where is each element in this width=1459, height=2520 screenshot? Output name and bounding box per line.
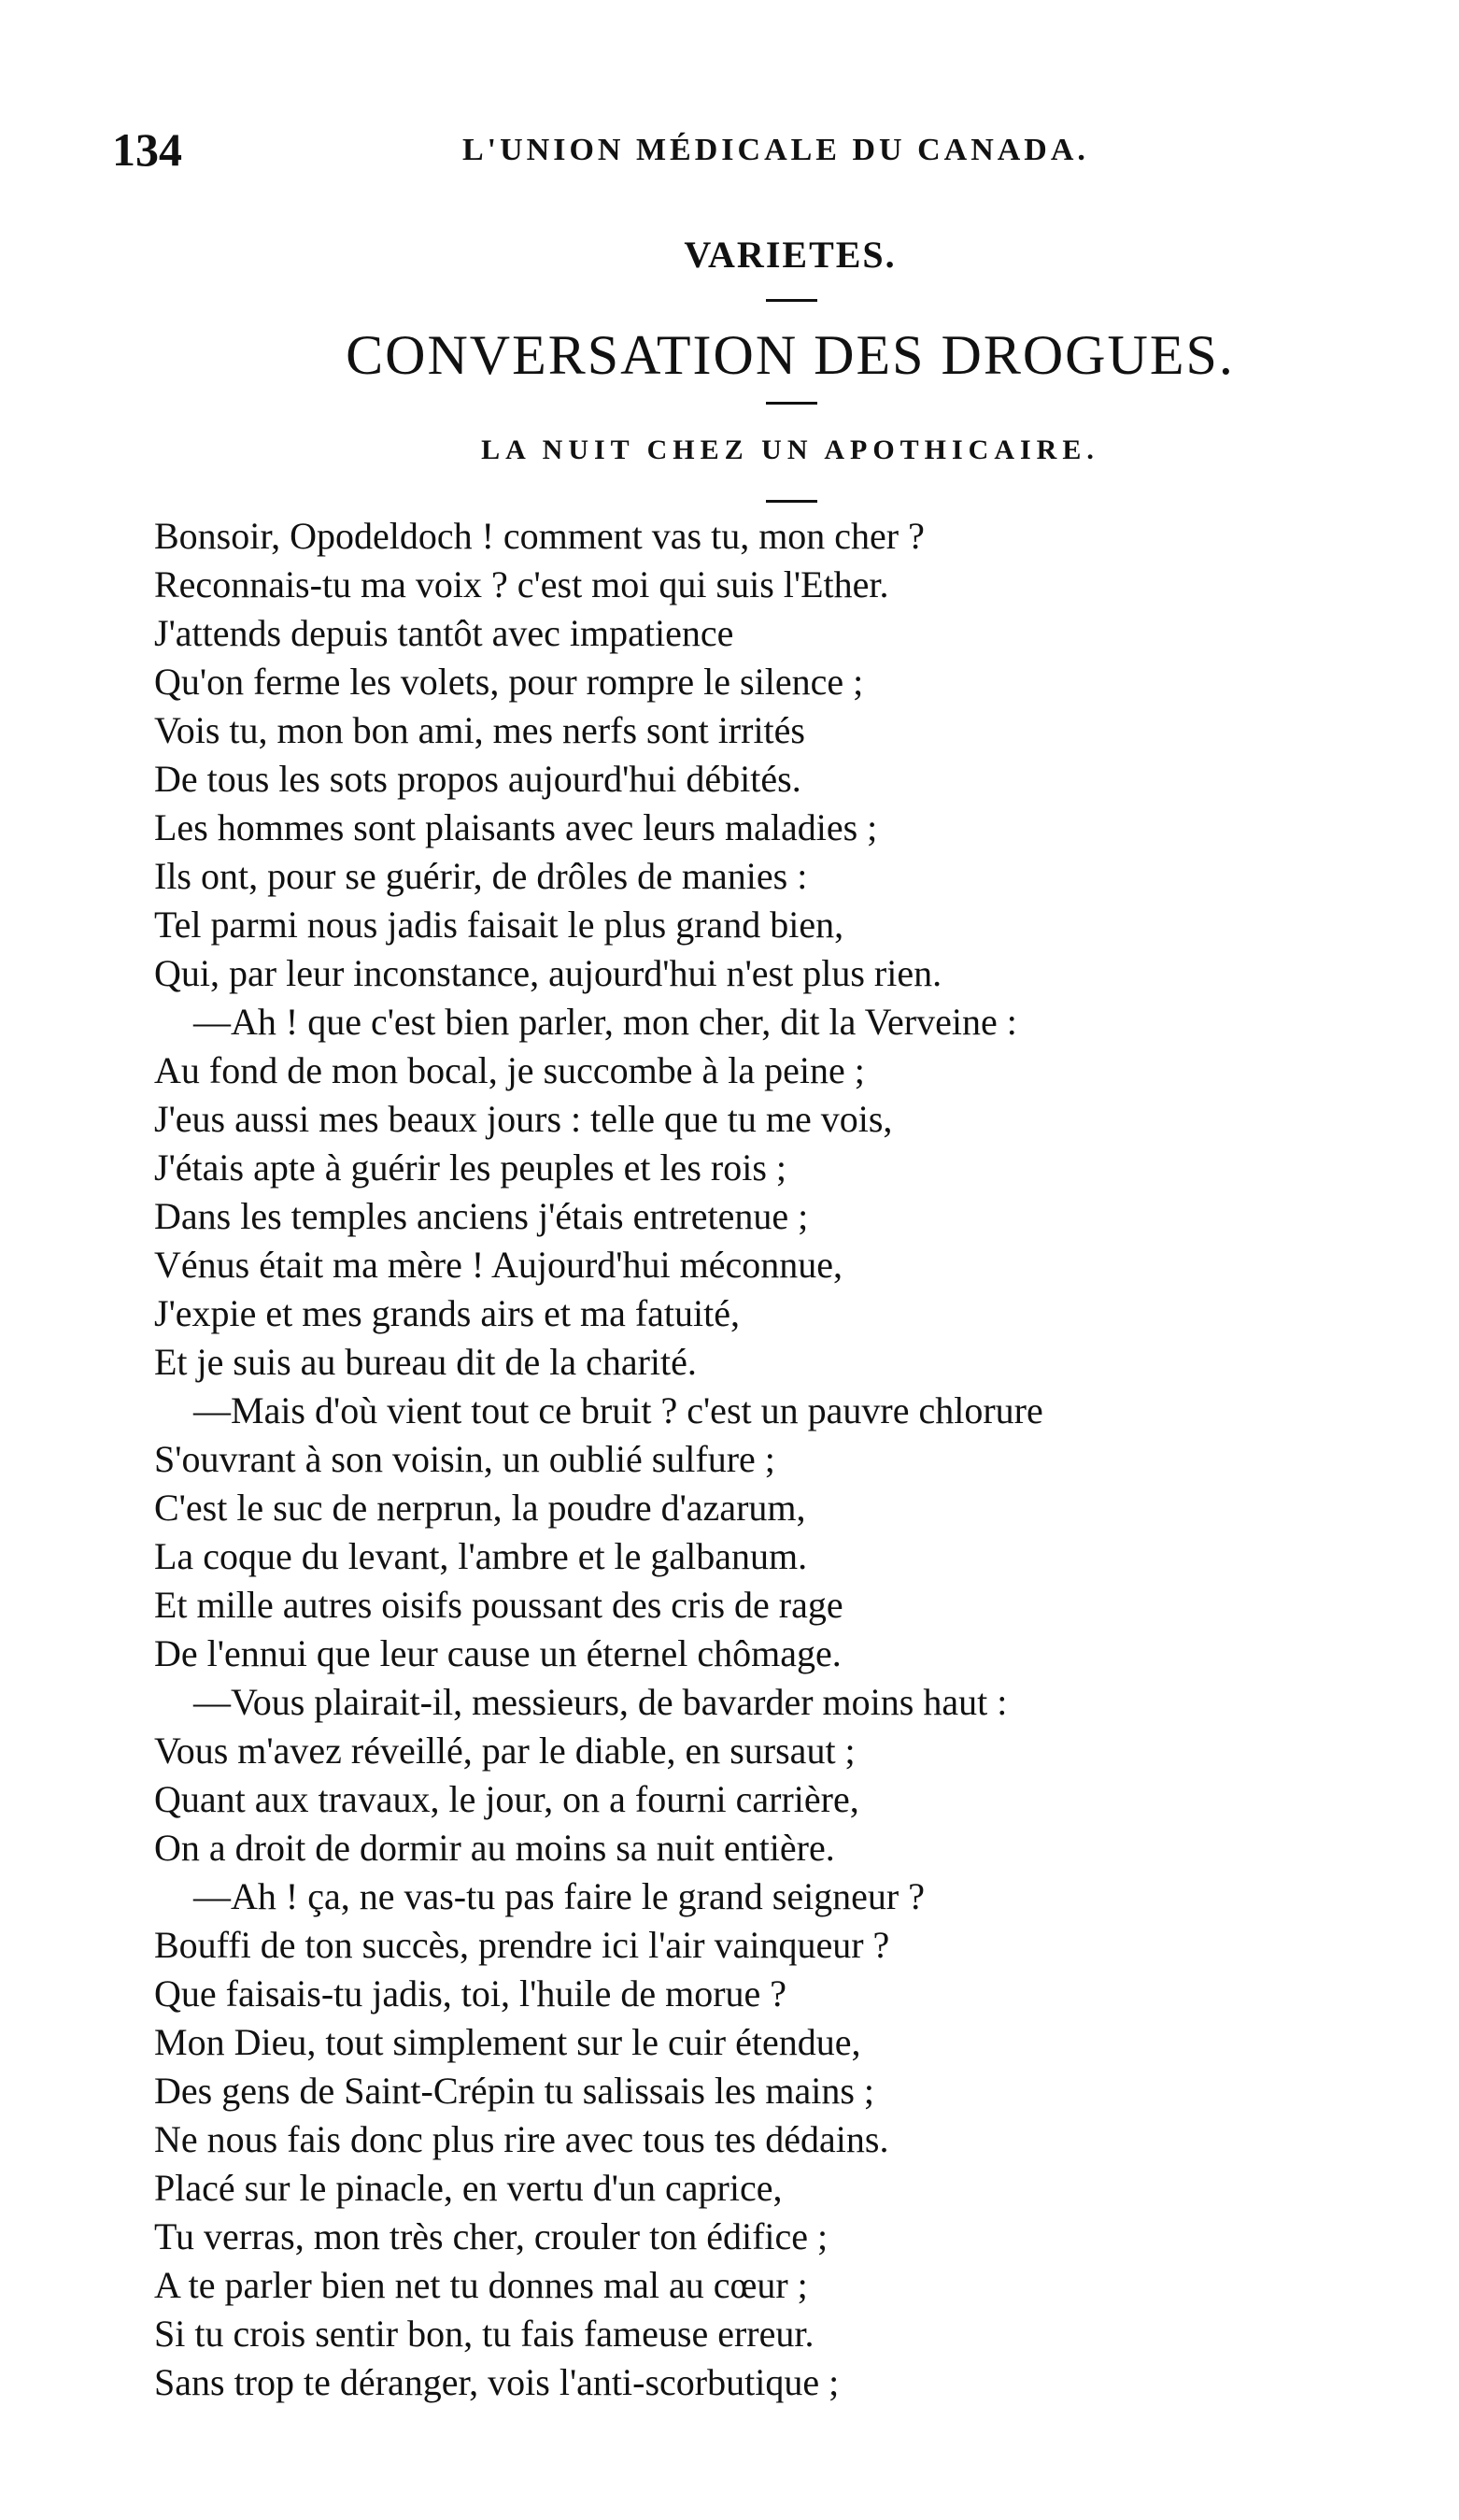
divider-rule <box>766 402 817 405</box>
poem-line: De l'ennui que leur cause un éternel chômage. <box>154 1632 842 1674</box>
poem-line: —Ah ! que c'est bien parler, mon cher, dit la Verveine : <box>193 1001 1017 1043</box>
poem-line: S'ouvrant à son voisin, un oublié sulfure ; <box>154 1438 775 1480</box>
journal-title: L'UNION MÉDICALE DU CANADA. <box>462 133 1089 167</box>
poem-line: Ils ont, pour se guérir, de drôles de manies : <box>154 855 808 897</box>
poem-line: A te parler bien net tu donnes mal au cœur ; <box>154 2264 808 2306</box>
poem-line: Dans les temples anciens j'étais entretenue ; <box>154 1195 809 1237</box>
poem-line: Bouffi de ton succès, prendre ici l'air vainqueur ? <box>154 1924 890 1966</box>
poem-line: Qu'on ferme les volets, pour rompre le silence ; <box>154 661 864 703</box>
poem-line: Reconnais-tu ma voix ? c'est moi qui suis l'Ether. <box>154 563 889 605</box>
poem-line: Sans trop te déranger, vois l'anti-scorbutique ; <box>154 2361 840 2403</box>
poem-line: Tu verras, mon très cher, crouler ton édifice ; <box>154 2215 829 2257</box>
poem-line: Tel parmi nous jadis faisait le plus grand bien, <box>154 904 844 946</box>
poem-verses <box>154 512 1396 2407</box>
poem-line: Vénus était ma mère ! Aujourd'hui méconnue, <box>154 1244 843 1286</box>
poem-line: J'expie et mes grands airs et ma fatuité, <box>154 1292 740 1334</box>
poem-line: Et je suis au bureau dit de la charité. <box>154 1341 697 1383</box>
poem-line: Ne nous fais donc plus rire avec tous tes dédains. <box>154 2118 889 2160</box>
poem-line: Que faisais-tu jadis, toi, l'huile de morue ? <box>154 1972 787 2015</box>
poem-line: Placé sur le pinacle, en vertu d'un caprice, <box>154 2167 783 2209</box>
poem-line: Les hommes sont plaisants avec leurs maladies ; <box>154 806 878 848</box>
poem-line: Et mille autres oisifs poussant des cris de rage <box>154 1584 843 1626</box>
poem-line: J'eus aussi mes beaux jours : telle que tu me vois, <box>154 1098 893 1140</box>
poem-line: J'étais apte à guérir les peuples et les rois ; <box>154 1146 786 1189</box>
poem-line: —Vous plairait-il, messieurs, de bavarder moins haut : <box>193 1681 1008 1723</box>
poem-line: Bonsoir, Opodeldoch ! comment vas tu, mon cher ? <box>154 515 925 557</box>
poem-line: C'est le suc de nerprun, la poudre d'azarum, <box>154 1487 806 1529</box>
poem-line: De tous les sots propos aujourd'hui débités. <box>154 758 801 800</box>
divider-rule <box>766 299 817 302</box>
poem-line: La coque du levant, l'ambre et le galbanum. <box>154 1535 808 1577</box>
running-head <box>112 121 1158 178</box>
poem-line: —Ah ! ça, ne vas-tu pas faire le grand seigneur ? <box>193 1875 926 1917</box>
poem-line: Des gens de Saint-Crépin tu salissais les mains ; <box>154 2070 875 2112</box>
poem-line: Quant aux travaux, le jour, on a fourni carrière, <box>154 1778 859 1820</box>
poem-title: CONVERSATION DES DROGUES. <box>346 324 1235 386</box>
poem-line: —Mais d'où vient tout ce bruit ? c'est un pauvre chlorure <box>193 1389 1043 1431</box>
poem-line: Si tu crois sentir bon, tu fais fameuse erreur. <box>154 2313 814 2355</box>
divider-rule <box>766 500 817 503</box>
poem-line: Vois tu, mon bon ami, mes nerfs sont irrités <box>154 709 805 751</box>
poem-line: On a droit de dormir au moins sa nuit entière. <box>154 1827 835 1869</box>
section-title: VARIETES. <box>684 234 897 276</box>
poem-line: Qui, par leur inconstance, aujourd'hui n'est plus rien. <box>154 952 942 994</box>
page-number: 134 <box>112 123 182 176</box>
poem-subtitle: LA NUIT CHEZ UN APOTHICAIRE. <box>481 434 1099 465</box>
poem-line: Au fond de mon bocal, je succombe à la peine ; <box>154 1049 865 1091</box>
poem-line: Vous m'avez réveillé, par le diable, en sursaut ; <box>154 1730 856 1772</box>
poem-line: J'attends depuis tantôt avec impatience <box>154 612 734 654</box>
poem-line: Mon Dieu, tout simplement sur le cuir étendue, <box>154 2021 861 2063</box>
